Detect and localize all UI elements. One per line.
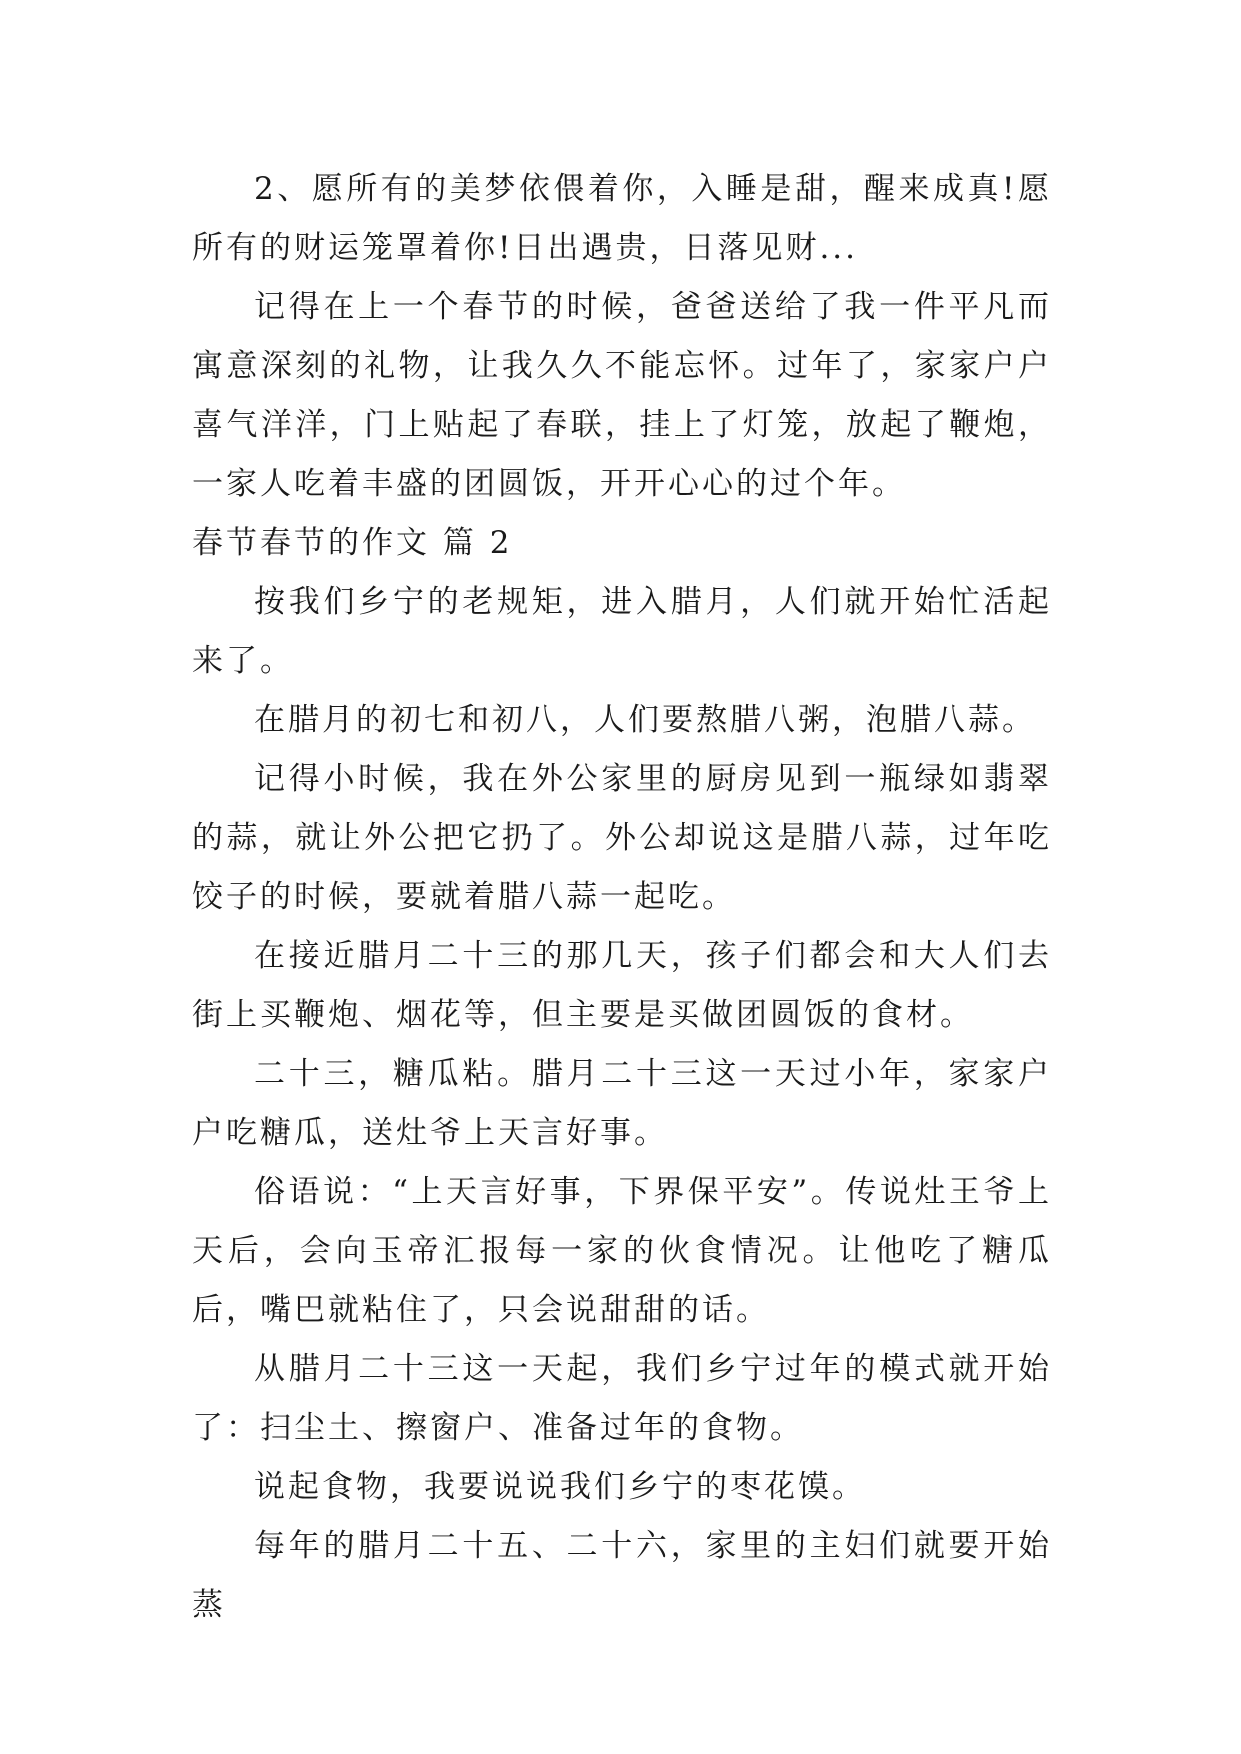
document-body <box>192 160 1052 1635</box>
paragraph: 按我们乡宁的老规矩，进入腊月，人们就开始忙活起来了。 <box>192 584 1052 679</box>
paragraph: 二十三，糖瓜粘。腊月二十三这一天过小年，家家户户吃糖瓜，送灶爷上天言好事。 <box>192 1056 1052 1151</box>
paragraph: 每年的腊月二十五、二十六，家里的主妇们就要开始蒸 <box>192 1528 1052 1623</box>
paragraph-memory: 记得在上一个春节的时候，爸爸送给了我一件平凡而寓意深刻的礼物，让我久久不能忘怀。过年了，家家户户喜气洋洋，门上贴起了春联，挂上了灯笼，放起了鞭炮，一家人吃着丰盛的团圆饭，开开心心的过个年。 <box>192 289 1052 502</box>
section-heading: 春节春节的作文 篇 2 <box>192 525 513 561</box>
paragraph: 记得小时候，我在外公家里的厨房见到一瓶绿如翡翠的蒜，就让外公把它扔了。外公却说这是腊八蒜，过年吃饺子的时候，要就着腊八蒜一起吃。 <box>192 761 1052 915</box>
paragraph: 从腊月二十三这一天起，我们乡宁过年的模式就开始了：扫尘土、擦窗户、准备过年的食物。 <box>192 1351 1052 1446</box>
paragraph: 在接近腊月二十三的那几天，孩子们都会和大人们去街上买鞭炮、烟花等，但主要是买做团圆饭的食材。 <box>192 938 1052 1033</box>
paragraph-wish: 2、愿所有的美梦依偎着你，入睡是甜，醒来成真!愿所有的财运笼罩着你!日出遇贵，日落见财... <box>192 171 1052 266</box>
paragraph: 俗语说：“上天言好事，下界保平安”。传说灶王爷上天后，会向玉帝汇报每一家的伙食情况。让他吃了糖瓜后，嘴巴就粘住了，只会说甜甜的话。 <box>192 1174 1052 1328</box>
paragraph: 说起食物，我要说说我们乡宁的枣花馍。 <box>254 1469 866 1505</box>
paragraph: 在腊月的初七和初八，人们要熬腊八粥，泡腊八蒜。 <box>254 702 1036 738</box>
